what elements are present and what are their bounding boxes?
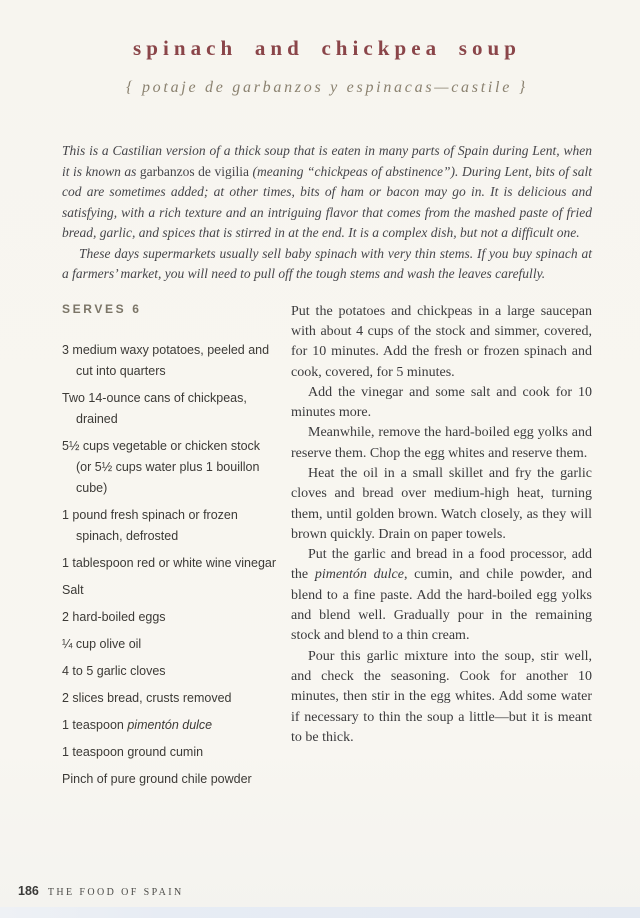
ingredient-item <box>62 661 277 682</box>
method-text: Add the vinegar and some salt and cook for 10 minutes more. <box>291 384 592 421</box>
method-paragraph <box>291 302 592 383</box>
ingredient-item <box>62 436 277 499</box>
method-text: Put the garlic and bread in a food processor, add the <box>291 547 592 583</box>
ingredient-item <box>62 634 277 655</box>
method-text: , cumin, and chile powder, and blend to a fine paste. Add the hard-boiled egg yolks and blend well. Gradually pour in the remaining stock and blend to a thin cream. <box>291 567 592 644</box>
method-paragraph <box>291 647 592 748</box>
ingredient-text: Two 14-ounce cans of chickpeas, drained <box>62 390 247 426</box>
ingredient-item <box>62 715 277 736</box>
ingredient-item <box>62 688 277 709</box>
method-text: Heat the oil in a small skillet and fry the garlic cloves and bread over medium-high heat, turning them, until golden brown. Watch closely, as they will brown quickly. Drain on paper towels. <box>291 465 592 542</box>
method-column <box>291 302 592 796</box>
ingredient-text: 5½ cups vegetable or chicken stock (or 5½ cups water plus 1 bouillon cube) <box>62 438 261 495</box>
method-paragraph <box>291 464 592 545</box>
recipe-title: spinach and chickpea soup <box>133 36 521 60</box>
ingredient-text: 1 tablespoon red or white wine vinegar <box>62 555 277 570</box>
ingredient-item <box>62 607 277 628</box>
method-paragraph <box>291 545 592 646</box>
ingredient-item <box>62 505 277 547</box>
ingredient-text: 4 to 5 garlic cloves <box>62 663 166 678</box>
intro-text: (meaning “chickpeas of abstinence”). During Lent, bits of salt cod are sometimes added; at other times, bits of ham or bacon may go in. It is delicious and satisfying, with a rich texture and an intriguing flavor that comes from the mashed paste of fried bread, garlic, and spices that is stirred in at the end. It is a complex dish, but not a difficult one. <box>62 163 592 241</box>
ingredient-italic-term: pimentón dulce <box>127 717 213 732</box>
scan-edge-artifact <box>0 907 640 918</box>
ingredient-text: 1 teaspoon <box>62 717 128 732</box>
book-title: THE FOOD OF SPAIN <box>47 887 184 898</box>
ingredient-text: 1 teaspoon ground cumin <box>62 744 204 759</box>
serves-label: SERVES 6 <box>62 301 142 316</box>
method-italic-term: pimentón dulce <box>314 567 404 583</box>
page-number: 186 <box>18 884 39 898</box>
method-text: Meanwhile, remove the hard-boiled egg yolks and reserve them. Chop the egg whites and reserve them. <box>291 425 592 461</box>
ingredient-item <box>62 388 277 430</box>
ingredient-text: Pinch of pure ground chile powder <box>62 771 252 786</box>
ingredient-text: 2 hard-boiled eggs <box>62 609 166 624</box>
ingredient-item <box>62 769 277 790</box>
intro-text: This is a Castilian version of a thick soup that is eaten in many parts of Spain during Lent, when it is known as <box>62 143 592 179</box>
page-footer <box>18 884 184 898</box>
ingredients-list <box>62 340 277 790</box>
method-paragraph <box>291 423 592 464</box>
ingredients-column <box>62 302 277 796</box>
ingredient-text: ¼ cup olive oil <box>62 636 142 651</box>
recipe-body <box>62 302 592 796</box>
ingredient-text: Salt <box>62 582 84 597</box>
ingredient-item <box>62 742 277 763</box>
intro-paragraph-2: These days supermarkets usually sell baby spinach with very thin stems. If you buy spinach at a farmers’ market, you will need to pull off the tough stems and wash the leaves carefully. <box>62 245 592 282</box>
ingredient-text: 1 pound fresh spinach or frozen spinach, defrosted <box>62 507 238 543</box>
method-paragraph <box>291 383 592 424</box>
method-text: Put the potatoes and chickpeas in a large saucepan with about 4 cups of the stock and simmer, covered, for 10 minutes. Add the fresh or frozen spinach and cook, covered, for 5 minutes. <box>291 303 592 380</box>
ingredient-item <box>62 580 277 601</box>
recipe-subtitle: { potaje de garbanzos y espinacas—castile } <box>126 79 528 96</box>
roman-term: garbanzos de vigilia <box>139 163 249 179</box>
ingredient-item <box>62 553 277 574</box>
intro-paragraph-1 <box>62 141 592 244</box>
ingredient-text: 3 medium waxy potatoes, peeled and cut into quarters <box>62 342 270 378</box>
recipe-intro <box>62 141 592 285</box>
ingredient-item <box>62 340 277 382</box>
ingredient-text: 2 slices bread, crusts removed <box>62 690 232 705</box>
method-text: Pour this garlic mixture into the soup, stir well, and check the seasoning. Cook for another 10 minutes, then stir in the egg whites. Add some water if necessary to thin the soup a little—but it is meant to be thick. <box>291 648 592 745</box>
